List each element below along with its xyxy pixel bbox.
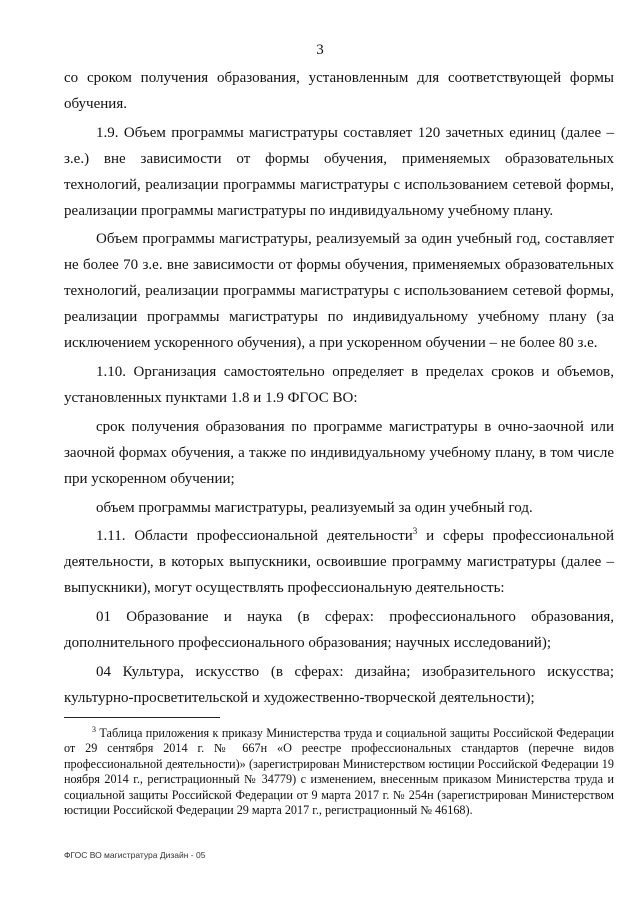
footnote-reference: 3	[412, 526, 418, 537]
paragraph-1-11	[64, 524, 614, 602]
footnote-marker: 3	[92, 724, 96, 734]
paragraph-continuation: со сроком получения образования, установленным для соответствующей формы обучения.	[64, 70, 614, 112]
footnote-separator	[64, 717, 220, 718]
paragraph-study-term: срок получения образования по программе магистратуры в очно-заочной или заочной формах обучения, а также по индивидуальному учебному плану, в том числе при ускоренном обучении;	[64, 418, 614, 487]
footnote	[64, 726, 614, 818]
page-number: 3	[316, 42, 324, 58]
paragraph-annual-volume: Объем программы магистратуры, реализуемый за один учебный год, составляет не более 70 з.е. вне зависимости от формы обучения, применяемых образовательных технологий, реализации программы магистратуры с использованием сетевой формы, реализации программы магистратуры по индивидуальному учебному плану (за исключением ускоренного обучения), а при ускоренном обучении – не более 80 з.е.	[64, 231, 614, 352]
area-item-culture: 04 Культура, искусство (в сферах: дизайна; изобразительного искусства; культурно-просветительской и художественно-творческой деятельности);	[64, 663, 614, 706]
paragraph-1-9: 1.9. Объем программы магистратуры составляет 120 зачетных единиц (далее – з.е.) вне зависимости от формы обучения, применяемых образовательных технологий, реализации программы магистратуры с использованием сетевой формы, реализации программы магистратуры по индивидуальному учебному плану.	[64, 124, 614, 219]
paragraph-1-11-end: и сферы профессиональной деятельности, в которых выпускники, освоившие программу магистратуры (далее – выпускники), могут осуществлять профессиональную деятельность:	[64, 528, 614, 597]
area-item-education: 01 Образование и наука (в сферах: профессионального образования, дополнительного профессионального образования; научных исследований);	[64, 609, 614, 652]
paragraph-1-11-start: 1.11. Области профессиональной деятельности	[96, 528, 413, 545]
paragraph-1-10: 1.10. Организация самостоятельно определяет в пределах сроков и объемов, установленных пунктами 1.8 и 1.9 ФГОС ВО:	[64, 363, 614, 406]
page-footer: ФГОС ВО магистратура Дизайн - 05	[64, 850, 206, 860]
document-body	[64, 66, 614, 712]
footnote-text: Таблица приложения к приказу Министерства труда и социальной защиты Российской Федерации от 29 сентября 2014 г. № 667н «О реестре профессиональных стандартов (перечне видов профессиональной деятельности)» (зарегистрирован Министерством юстиции Российской Федерации 19 ноября 2014 г., регистрационный № 34779) с изменением, внесенным приказом Министерства труда и социальной защиты Российской Федерации от 9 марта 2017 г. № 254н (зарегистрирован Министерством юстиции Российской Федерации 29 марта 2017 г., регистрационный № 46168).	[64, 726, 614, 818]
paragraph-annual-program-volume: объем программы магистратуры, реализуемый за один учебный год.	[96, 499, 533, 516]
